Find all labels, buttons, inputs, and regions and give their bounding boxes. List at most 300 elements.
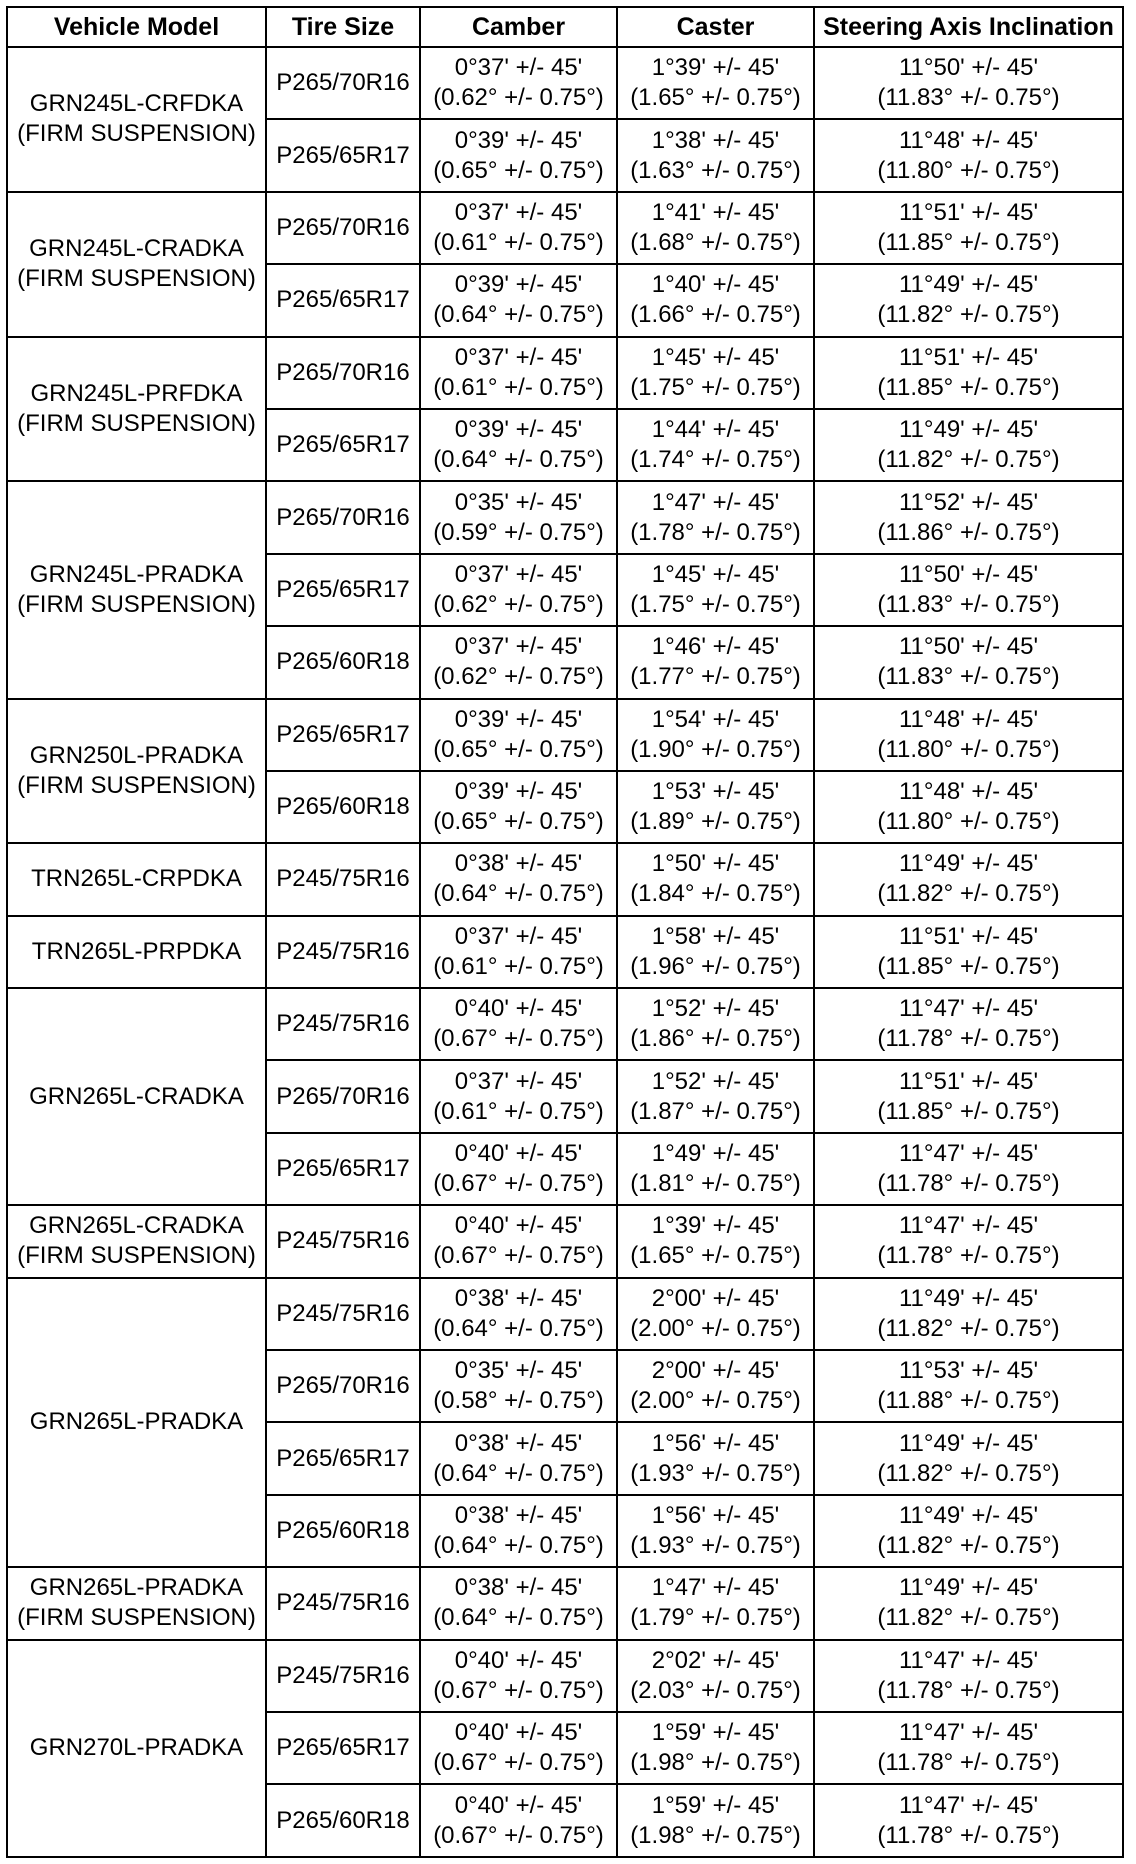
camber-cell [420,1060,617,1132]
caster-cell [617,1422,814,1494]
camber-cell [420,1495,617,1567]
cell-line: (11.85° +/- 0.75°) [877,373,1060,401]
tire-size-cell: P245/75R16 [266,1640,420,1712]
table-row [7,843,1123,915]
cell-line: 0°40' +/- 45' [454,1646,583,1674]
cell-line: (11.80° +/- 0.75°) [877,808,1060,836]
cell-line: (11.78° +/- 0.75°) [877,1821,1060,1849]
cell-line: (FIRM SUSPENSION) [17,590,256,618]
steering-axis-inclination-cell [814,1640,1123,1712]
steering-axis-inclination-cell [814,1060,1123,1132]
tire-size-cell: P245/75R16 [266,988,420,1060]
table-row [7,1278,1123,1350]
caster-cell [617,843,814,915]
cell-line: (1.68° +/- 0.75°) [630,228,801,256]
cell-line: (1.79° +/- 0.75°) [630,1604,801,1632]
cell-line: (11.82° +/- 0.75°) [877,1459,1060,1487]
cell-line: (11.80° +/- 0.75°) [877,735,1060,763]
camber-cell [420,119,617,191]
cell-line: 0°38' +/- 45' [454,1284,583,1312]
tire-size-cell: P265/70R16 [266,337,420,409]
cell-line: (1.90° +/- 0.75°) [630,735,801,763]
cell-line: (0.64° +/- 0.75°) [433,301,604,329]
header-caster: Caster [617,7,814,47]
cell-line: 0°40' +/- 45' [454,1719,583,1747]
cell-line: (11.78° +/- 0.75°) [877,1749,1060,1777]
cell-line: (1.93° +/- 0.75°) [630,1532,801,1559]
cell-line: 1°56' +/- 45' [651,1502,780,1529]
cell-line: 11°52' +/- 45' [898,488,1039,516]
camber-cell [420,988,617,1060]
cell-line: 1°50' +/- 45' [651,850,780,878]
caster-cell [617,1205,814,1277]
cell-line: 11°50' +/- 45' [898,633,1039,661]
cell-line: (11.86° +/- 0.75°) [877,518,1060,546]
tire-size-cell: P265/70R16 [266,481,420,553]
header-steering-axis-inclination: Steering Axis Inclination [814,7,1123,47]
cell-line: (0.61° +/- 0.75°) [433,228,604,256]
cell-line: (0.65° +/- 0.75°) [433,735,604,763]
cell-line: (0.64° +/- 0.75°) [433,1604,604,1632]
cell-line: (1.98° +/- 0.75°) [630,1749,801,1777]
cell-line: (1.77° +/- 0.75°) [630,663,801,691]
caster-cell [617,988,814,1060]
cell-line: 0°37' +/- 45' [454,54,583,82]
caster-cell [617,337,814,409]
cell-line: 1°58' +/- 45' [651,922,780,950]
vehicle-model-cell [7,1567,266,1639]
cell-line: GRN265L-PRADKA [29,1408,244,1436]
cell-line: (0.65° +/- 0.75°) [433,156,604,184]
cell-line: (0.62° +/- 0.75°) [433,590,604,618]
cell-line: (FIRM SUSPENSION) [17,120,256,148]
cell-line: (1.93° +/- 0.75°) [630,1459,801,1487]
tire-size-cell: P265/70R16 [266,1350,420,1422]
steering-axis-inclination-cell [814,771,1123,843]
caster-cell [617,699,814,771]
cell-line: 1°59' +/- 45' [651,1719,780,1747]
cell-line: (0.67° +/- 0.75°) [433,1242,604,1270]
cell-line: 0°35' +/- 45' [454,1357,583,1385]
cell-line: (0.58° +/- 0.75°) [433,1387,604,1415]
cell-line: 0°39' +/- 45' [454,778,583,806]
steering-axis-inclination-cell [814,843,1123,915]
cell-line: (1.98° +/- 0.75°) [630,1821,801,1849]
camber-cell [420,554,617,626]
camber-cell [420,1712,617,1784]
cell-line: 0°39' +/- 45' [454,126,583,154]
cell-line: 11°49' +/- 45' [898,1284,1039,1312]
cell-line: (1.86° +/- 0.75°) [630,1025,801,1053]
steering-axis-inclination-cell [814,337,1123,409]
cell-line: 11°49' +/- 45' [898,271,1039,299]
cell-line: (0.61° +/- 0.75°) [433,1097,604,1125]
cell-line: (0.59° +/- 0.75°) [433,518,604,546]
cell-line: 0°38' +/- 45' [454,1502,583,1529]
steering-axis-inclination-cell [814,1350,1123,1422]
camber-cell [420,771,617,843]
cell-line: (1.84° +/- 0.75°) [630,880,801,908]
cell-line: 0°40' +/- 45' [454,1791,583,1819]
cell-line: (11.82° +/- 0.75°) [877,301,1060,329]
alignment-spec-table [6,6,1124,1858]
cell-line: 1°52' +/- 45' [651,995,780,1023]
table-row [7,47,1123,119]
cell-line: 0°37' +/- 45' [454,633,583,661]
cell-line: 1°46' +/- 45' [651,633,780,661]
cell-line: 1°39' +/- 45' [651,1212,780,1240]
tire-size-cell: P265/65R17 [266,1422,420,1494]
cell-line: 0°37' +/- 45' [454,922,583,950]
cell-line: 1°54' +/- 45' [651,705,780,733]
cell-line: (0.64° +/- 0.75°) [433,1459,604,1487]
cell-line: 11°49' +/- 45' [898,1574,1039,1602]
caster-cell [617,481,814,553]
cell-line: (11.88° +/- 0.75°) [877,1387,1060,1415]
cell-line: TRN265L-PRPDKA [31,937,242,965]
cell-line: (11.82° +/- 0.75°) [877,446,1060,474]
tire-size-cell: P265/60R18 [266,1784,420,1857]
cell-line: (11.78° +/- 0.75°) [877,1676,1060,1704]
vehicle-model-cell [7,47,266,192]
cell-line: (FIRM SUSPENSION) [17,771,256,799]
vehicle-model-cell [7,337,266,482]
cell-line: (1.87° +/- 0.75°) [630,1097,801,1125]
caster-cell [617,1350,814,1422]
cell-line: 1°40' +/- 45' [651,271,780,299]
steering-axis-inclination-cell [814,626,1123,698]
table-row [7,988,1123,1060]
cell-line: (11.82° +/- 0.75°) [877,1532,1060,1559]
cell-line: 0°39' +/- 45' [454,705,583,733]
caster-cell [617,626,814,698]
cell-line: (11.85° +/- 0.75°) [877,952,1060,980]
cell-line: (1.66° +/- 0.75°) [630,301,801,329]
cell-line: 0°39' +/- 45' [454,271,583,299]
header-tire-size: Tire Size [266,7,420,47]
caster-cell [617,119,814,191]
tire-size-cell: P265/65R17 [266,264,420,336]
caster-cell [617,1567,814,1639]
cell-line: 1°45' +/- 45' [651,343,780,371]
vehicle-model-cell [7,1205,266,1277]
steering-axis-inclination-cell [814,1205,1123,1277]
camber-cell [420,409,617,481]
tire-size-cell: P265/70R16 [266,47,420,119]
cell-line: 11°49' +/- 45' [898,1429,1039,1457]
steering-axis-inclination-cell [814,1784,1123,1857]
cell-line: 0°40' +/- 45' [454,1212,583,1240]
table-row [7,916,1123,988]
caster-cell [617,1784,814,1857]
cell-line: GRN245L-PRFDKA [30,379,243,407]
tire-size-cell: P265/65R17 [266,1133,420,1205]
cell-line: 0°37' +/- 45' [454,1067,583,1095]
cell-line: 1°44' +/- 45' [651,416,780,444]
cell-line: (11.80° +/- 0.75°) [877,156,1060,184]
cell-line: GRN250L-PRADKA [29,741,244,769]
steering-axis-inclination-cell [814,481,1123,553]
cell-line: GRN245L-CRFDKA [29,90,244,118]
vehicle-model-cell [7,916,266,988]
steering-axis-inclination-cell [814,192,1123,264]
cell-line: (0.67° +/- 0.75°) [433,1170,604,1198]
tire-size-cell: P265/60R18 [266,771,420,843]
cell-line: GRN265L-PRADKA [29,1574,244,1602]
steering-axis-inclination-cell [814,916,1123,988]
camber-cell [420,699,617,771]
vehicle-model-cell [7,481,266,698]
steering-axis-inclination-cell [814,1495,1123,1567]
cell-line: 1°39' +/- 45' [651,54,780,82]
camber-cell [420,626,617,698]
cell-line: (0.64° +/- 0.75°) [433,880,604,908]
cell-line: 2°02' +/- 45' [651,1646,780,1674]
cell-line: (11.83° +/- 0.75°) [877,84,1060,112]
steering-axis-inclination-cell [814,47,1123,119]
cell-line: 1°38' +/- 45' [651,126,780,154]
cell-line: (1.65° +/- 0.75°) [630,1242,801,1270]
camber-cell [420,1350,617,1422]
tire-size-cell: P245/75R16 [266,1278,420,1350]
camber-cell [420,843,617,915]
cell-line: (FIRM SUSPENSION) [17,1604,256,1632]
cell-line: 11°51' +/- 45' [898,1067,1039,1095]
tire-size-cell: P245/75R16 [266,916,420,988]
steering-axis-inclination-cell [814,1422,1123,1494]
camber-cell [420,1640,617,1712]
cell-line: 11°47' +/- 45' [898,1140,1039,1168]
caster-cell [617,1278,814,1350]
cell-line: (0.67° +/- 0.75°) [433,1676,604,1704]
cell-line: 1°41' +/- 45' [651,198,780,226]
cell-line: (11.82° +/- 0.75°) [877,880,1060,908]
cell-line: (0.65° +/- 0.75°) [433,808,604,836]
caster-cell [617,1133,814,1205]
table-row [7,1205,1123,1277]
caster-cell [617,1060,814,1132]
cell-line: (11.83° +/- 0.75°) [877,663,1060,691]
steering-axis-inclination-cell [814,409,1123,481]
caster-cell [617,771,814,843]
cell-line: (1.96° +/- 0.75°) [630,952,801,980]
cell-line: 11°50' +/- 45' [898,560,1039,588]
caster-cell [617,409,814,481]
cell-line: 11°47' +/- 45' [898,1646,1039,1674]
table-row [7,1567,1123,1639]
cell-line: (11.85° +/- 0.75°) [877,228,1060,256]
cell-line: (1.75° +/- 0.75°) [630,373,801,401]
cell-line: (2.00° +/- 0.75°) [630,1314,801,1342]
table-row [7,699,1123,771]
cell-line: (0.61° +/- 0.75°) [433,952,604,980]
caster-cell [617,264,814,336]
table-row [7,481,1123,553]
tire-size-cell: P245/75R16 [266,1567,420,1639]
table-body [7,47,1123,1857]
tire-size-cell: P265/65R17 [266,554,420,626]
vehicle-model-cell [7,843,266,915]
caster-cell [617,916,814,988]
cell-line: 11°47' +/- 45' [898,1719,1039,1747]
cell-line: (0.61° +/- 0.75°) [433,373,604,401]
cell-line: (11.78° +/- 0.75°) [877,1170,1060,1198]
cell-line: 0°40' +/- 45' [454,1140,583,1168]
cell-line: (1.74° +/- 0.75°) [630,446,801,474]
cell-line: (1.75° +/- 0.75°) [630,590,801,618]
camber-cell [420,916,617,988]
cell-line: 11°49' +/- 45' [898,1502,1039,1529]
cell-line: 2°00' +/- 45' [651,1284,780,1312]
cell-line: 0°40' +/- 45' [454,995,583,1023]
vehicle-model-cell [7,988,266,1205]
vehicle-model-cell [7,192,266,337]
camber-cell [420,337,617,409]
tire-size-cell: P265/70R16 [266,1060,420,1132]
cell-line: (1.81° +/- 0.75°) [630,1170,801,1198]
cell-line: 11°47' +/- 45' [898,1791,1039,1819]
cell-line: (11.83° +/- 0.75°) [877,590,1060,618]
cell-line: 11°49' +/- 45' [898,416,1039,444]
cell-line: (11.78° +/- 0.75°) [877,1025,1060,1053]
vehicle-model-cell [7,1640,266,1857]
tire-size-cell: P265/65R17 [266,1712,420,1784]
cell-line: (0.64° +/- 0.75°) [433,1532,604,1559]
cell-line: (11.85° +/- 0.75°) [877,1097,1060,1125]
cell-line: 2°00' +/- 45' [651,1357,780,1385]
steering-axis-inclination-cell [814,1133,1123,1205]
cell-line: GRN245L-PRADKA [29,560,244,588]
cell-line: (2.03° +/- 0.75°) [630,1676,801,1704]
camber-cell [420,1278,617,1350]
caster-cell [617,554,814,626]
cell-line: (11.78° +/- 0.75°) [877,1242,1060,1270]
cell-line: 1°59' +/- 45' [651,1791,780,1819]
tire-size-cell: P245/75R16 [266,1205,420,1277]
cell-line: (1.78° +/- 0.75°) [630,518,801,546]
cell-line: 1°56' +/- 45' [651,1429,780,1457]
cell-line: (0.64° +/- 0.75°) [433,1314,604,1342]
cell-line: 11°51' +/- 45' [898,343,1039,371]
cell-line: 1°49' +/- 45' [651,1140,780,1168]
cell-line: (0.62° +/- 0.75°) [433,84,604,112]
cell-line: 0°38' +/- 45' [454,1429,583,1457]
cell-line: 11°47' +/- 45' [898,995,1039,1023]
cell-line: (2.00° +/- 0.75°) [630,1387,801,1415]
cell-line: (0.62° +/- 0.75°) [433,663,604,691]
cell-line: GRN245L-CRADKA [29,235,244,263]
cell-line: (0.67° +/- 0.75°) [433,1749,604,1777]
cell-line: (0.67° +/- 0.75°) [433,1821,604,1849]
camber-cell [420,47,617,119]
camber-cell [420,1205,617,1277]
cell-line: (11.82° +/- 0.75°) [877,1314,1060,1342]
camber-cell [420,192,617,264]
table-row [7,337,1123,409]
caster-cell [617,1640,814,1712]
caster-cell [617,47,814,119]
cell-line: 11°51' +/- 45' [898,198,1039,226]
tire-size-cell: P265/65R17 [266,699,420,771]
cell-line: 1°52' +/- 45' [651,1067,780,1095]
camber-cell [420,1567,617,1639]
camber-cell [420,264,617,336]
cell-line: (1.63° +/- 0.75°) [630,156,801,184]
header-vehicle-model: Vehicle Model [7,7,266,47]
cell-line: 1°53' +/- 45' [651,778,780,806]
tire-size-cell: P265/65R17 [266,409,420,481]
cell-line: 0°37' +/- 45' [454,343,583,371]
cell-line: 11°49' +/- 45' [898,850,1039,878]
cell-line: (0.67° +/- 0.75°) [433,1025,604,1053]
cell-line: (FIRM SUSPENSION) [17,1242,256,1270]
tire-size-cell: P245/75R16 [266,843,420,915]
cell-line: (11.82° +/- 0.75°) [877,1604,1060,1632]
camber-cell [420,1784,617,1857]
vehicle-model-cell [7,699,266,844]
caster-cell [617,1495,814,1567]
camber-cell [420,481,617,553]
cell-line: 11°48' +/- 45' [898,705,1039,733]
cell-line: 11°48' +/- 45' [898,126,1039,154]
cell-line: (0.64° +/- 0.75°) [433,446,604,474]
cell-line: 11°47' +/- 45' [898,1212,1039,1240]
header-row [7,7,1123,47]
cell-line: 0°39' +/- 45' [454,416,583,444]
cell-line: 11°48' +/- 45' [898,778,1039,806]
table-row [7,192,1123,264]
cell-line: 11°53' +/- 45' [898,1357,1039,1385]
header-camber: Camber [420,7,617,47]
cell-line: 0°37' +/- 45' [454,198,583,226]
tire-size-cell: P265/60R18 [266,1495,420,1567]
steering-axis-inclination-cell [814,1278,1123,1350]
cell-line: (1.65° +/- 0.75°) [630,84,801,112]
steering-axis-inclination-cell [814,1567,1123,1639]
cell-line: 0°38' +/- 45' [454,850,583,878]
cell-line: 11°51' +/- 45' [898,922,1039,950]
vehicle-model-cell [7,1278,266,1568]
cell-line: GRN265L-CRADKA [29,1212,244,1240]
steering-axis-inclination-cell [814,119,1123,191]
cell-line: 0°35' +/- 45' [454,488,583,516]
cell-line: GRN265L-CRADKA [29,1082,244,1110]
cell-line: (FIRM SUSPENSION) [17,409,256,437]
cell-line: TRN265L-CRPDKA [31,865,242,893]
caster-cell [617,1712,814,1784]
tire-size-cell: P265/65R17 [266,119,420,191]
cell-line: 0°37' +/- 45' [454,560,583,588]
cell-line: (1.89° +/- 0.75°) [630,808,801,836]
steering-axis-inclination-cell [814,1712,1123,1784]
tire-size-cell: P265/70R16 [266,192,420,264]
table-row [7,1640,1123,1712]
cell-line: 1°47' +/- 45' [651,488,780,516]
cell-line: 1°47' +/- 45' [651,1574,780,1602]
tire-size-cell: P265/60R18 [266,626,420,698]
cell-line: GRN270L-PRADKA [29,1734,244,1762]
cell-line: 0°38' +/- 45' [454,1574,583,1602]
steering-axis-inclination-cell [814,988,1123,1060]
cell-line: 11°50' +/- 45' [898,54,1039,82]
cell-line: (FIRM SUSPENSION) [17,265,256,293]
steering-axis-inclination-cell [814,554,1123,626]
cell-line: 1°45' +/- 45' [651,560,780,588]
camber-cell [420,1133,617,1205]
camber-cell [420,1422,617,1494]
steering-axis-inclination-cell [814,264,1123,336]
steering-axis-inclination-cell [814,699,1123,771]
